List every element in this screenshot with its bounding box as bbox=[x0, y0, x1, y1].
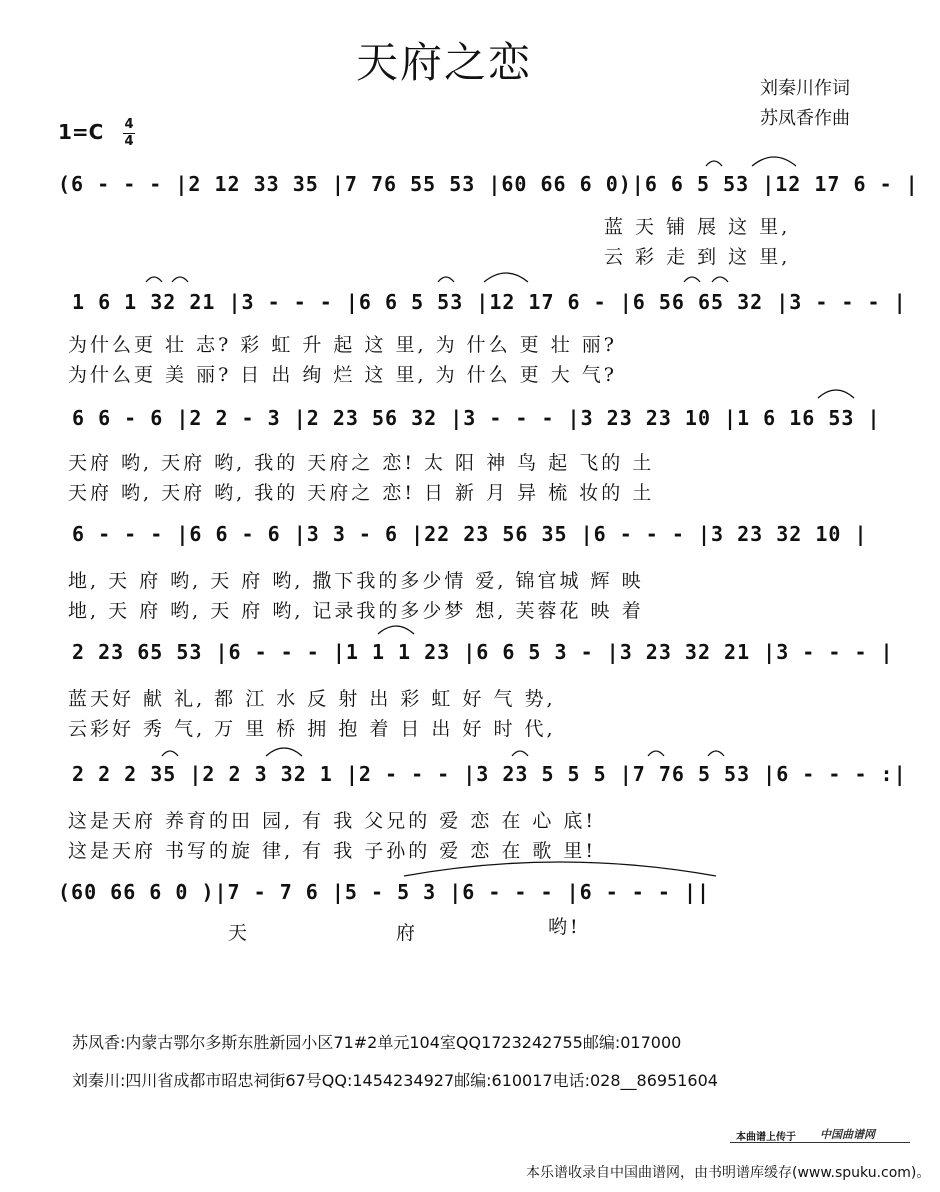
composer-address: 苏凤香:内蒙古鄂尔多斯东胜新园小区71#2单元104室QQ1723242755邮编:017000 bbox=[72, 1033, 682, 1052]
lyric-line: 地, 天 府 哟, 天 府 哟, 撒下我的多少情 爱, 锦官城 辉 映 bbox=[68, 570, 644, 592]
notation-system-7: (60 66 6 0 )|7 - 7 6 |5 - 5 3 |6 - - - |6 - - - || bbox=[58, 880, 711, 904]
lyric-word: 府 bbox=[396, 922, 419, 944]
song-title: 天府之恋 bbox=[356, 38, 533, 87]
time-signature-bottom: 4 bbox=[124, 134, 134, 149]
notation-system-5: 2 23 65 53 |6 - - - |1 1 1 23 |6 6 5 3 - |3 23 32 21 |3 - - - | bbox=[72, 640, 894, 664]
notation-system-4: 6 - - - |6 6 - 6 |3 3 - 6 |22 23 56 35 |6 - - - |3 23 32 10 | bbox=[72, 522, 868, 546]
lyric-line: 蓝天好 献 礼, 都 江 水 反 射 出 彩 虹 好 气 势, bbox=[68, 688, 556, 710]
lyric-line: 云 彩 走 到 这 里, bbox=[604, 246, 791, 268]
lyric-line: 这是天府 养育的田 园, 有 我 父兄的 爱 恋 在 心 底! bbox=[68, 810, 597, 832]
lyric-line: 为什么更 壮 志? 彩 虹 升 起 这 里, 为 什么 更 壮 丽? bbox=[68, 334, 617, 356]
lyricist-credit: 刘秦川作词 bbox=[760, 78, 850, 99]
upload-label: 本曲谱上传于 bbox=[736, 1132, 796, 1143]
lyric-line: 这是天府 书写的旋 律, 有 我 子孙的 爱 恋 在 歌 里! bbox=[68, 840, 597, 862]
lyric-word: 天 bbox=[228, 922, 251, 944]
lyricist-address: 刘秦川:四川省成都市昭忠祠街67号QQ:1454234927邮编:610017电话:028__86951604 bbox=[72, 1071, 718, 1090]
lyric-line: 蓝 天 铺 展 这 里, bbox=[604, 216, 791, 238]
notation-system-1: (6 - - - |2 12 33 35 |7 76 55 53 |60 66 6 0)|6 6 5 53 |12 17 6 - | bbox=[58, 172, 919, 196]
lyric-line: 天府 哟, 天府 哟, 我的 天府之 恋! 太 阳 神 鸟 起 飞的 土 bbox=[68, 452, 655, 474]
source-note: 本乐谱收录自中国曲谱网，由书明谱库缓存(www.spuku.com)。 bbox=[526, 1165, 931, 1181]
lyric-line: 天府 哟, 天府 哟, 我的 天府之 恋! 日 新 月 异 梳 妆的 土 bbox=[68, 482, 655, 504]
lyric-line: 云彩好 秀 气, 万 里 桥 拥 抱 着 日 出 好 时 代, bbox=[68, 718, 556, 740]
key-signature: 1=C bbox=[58, 120, 104, 144]
divider bbox=[730, 1142, 910, 1143]
composer-credit: 苏凤香作曲 bbox=[760, 108, 850, 129]
notation-system-3: 6 6 - 6 |2 2 - 3 |2 23 56 32 |3 - - - |3 23 23 10 |1 6 16 53 | bbox=[72, 406, 881, 430]
lyric-word: 哟! bbox=[548, 916, 581, 938]
site-logo: 中国曲谱网 bbox=[820, 1128, 875, 1141]
time-signature-top: 4 bbox=[124, 117, 134, 132]
notation-system-2: 1 6 1 32 21 |3 - - - |6 6 5 53 |12 17 6 - |6 56 65 32 |3 - - - | bbox=[72, 290, 907, 314]
lyric-line: 为什么更 美 丽? 日 出 绚 烂 这 里, 为 什么 更 大 气? bbox=[68, 364, 617, 386]
lyric-line: 地, 天 府 哟, 天 府 哟, 记录我的多少梦 想, 芙蓉花 映 着 bbox=[68, 600, 644, 622]
notation-system-6: 2 2 2 35 |2 2 3 32 1 |2 - - - |3 23 5 5 5 |7 76 5 53 |6 - - - :| bbox=[72, 762, 907, 786]
